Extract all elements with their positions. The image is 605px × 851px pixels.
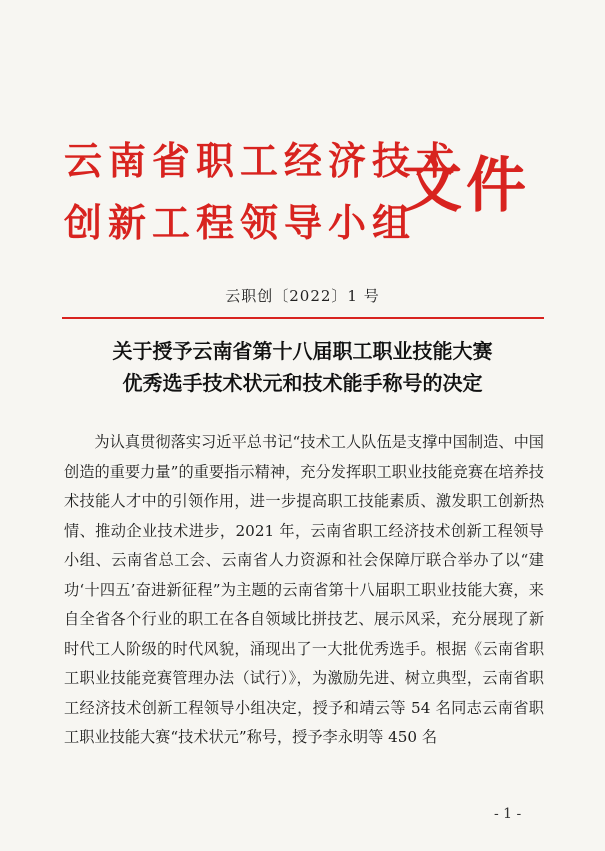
document-title-line-1: 关于授予云南省第十八届职工职业技能大赛 [112, 339, 493, 363]
document-type-label: 文件 [402, 151, 530, 221]
body-paragraph: 为认真贯彻落实习近平总书记“技术工人队伍是支撑中国制造、中国创造的重要力量”的重要指示精神，充分发挥职工职业技能竞赛在培养技术技能人才中的引领作用，进一步提高职工技能素质、激发职工创新热情、推动企业技术进步，2021 年，云南省职工经济技术创新工程领导小组、云南省总工会、云南省人力资源和社会保障厅联合举办了以“建功‘十四五’奋进新征程”为主题的云南省第十八届职工职业技能大赛，来自全省各个行业的职工在各自领域比拼技艺、展示风采，充分展现了新时代工人阶级的时代风貌，涌现出了一大批优秀选手。根据《云南省职工职业技能竞赛管理办法（试行）》，为激励先进、树立典型，云南省职工经济技术创新工程领导小组决定，授予和靖云等 54 名同志云南省职工职业技能大赛“技术状元”称号，授予李永明等 450 名 [64, 433, 544, 746]
issuing-authority-line-1: 云南省职工经济技术 [64, 138, 461, 183]
document-number: 云职创〔2022〕1 号 [225, 287, 380, 305]
issuing-authority-line-2: 创新工程领导小组 [64, 200, 417, 245]
page-number: - 1 - [494, 806, 522, 822]
red-divider-line [62, 317, 544, 319]
document-title-line-2: 优秀选手技术状元和技术能手称号的决定 [122, 371, 483, 395]
